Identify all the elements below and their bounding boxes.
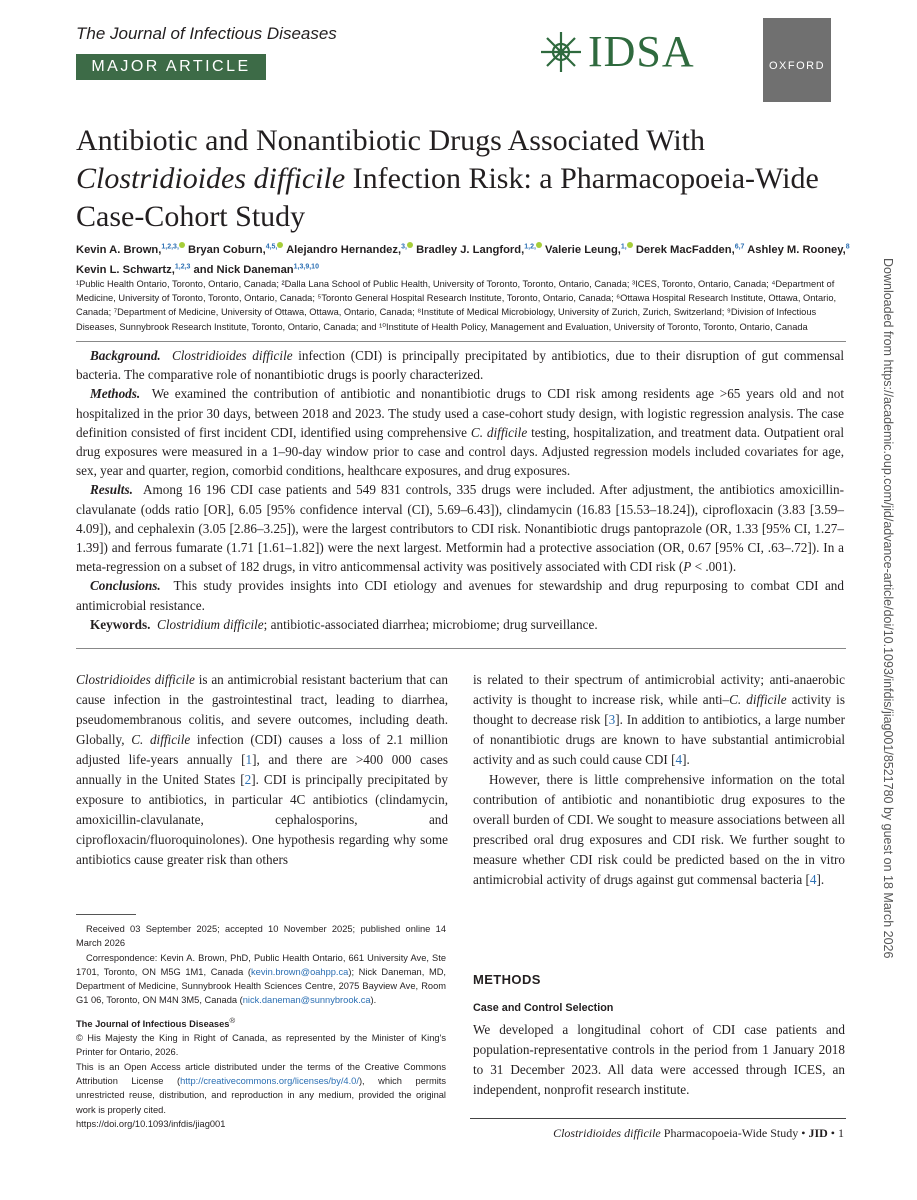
abstract-results: Results. Among 16 196 CDI case patients and 549 831 controls, 335 drugs were included. After adjustment, the antibiotics amoxicillin-clavulanate (odds ratio [OR], 6.05 [95% confidence interval (CI), 5.69–6.43]), clindamycin (16.83 [15.53–18.24]), ciprofloxacin (3.83 [3.59–4.09]), and cephalexin (3.05 [2.86–3.25]), were the largest contributors to CDI risk. Nonantibiotic drugs pantoprazole (OR, 1.33 [95% CI, 1.27–1.39]) and ferrous fumarate (1.71 [1.61–1.82]) were the next largest. Metformin had a protective association (OR, 0.67 [95% CI, .63–.72]). In a meta-regression on a subset of 182 drugs, in vitro anticommensal activity was positively associated with CDI risk (P < .001).	[76, 482, 844, 575]
journal-name: The Journal of Infectious Diseases	[76, 24, 337, 43]
keywords: Keywords. Clostridium difficile; antibiotic-associated diarrhea; microbiome; drug surveillance.	[90, 616, 598, 632]
author: and Nick Daneman$^{1,3,9,10}$	[193, 263, 319, 277]
subsection-heading: Case and Control Selection	[473, 1002, 614, 1014]
citation-link[interactable]: 4	[675, 752, 683, 767]
journal-abbrev: JID	[808, 1126, 828, 1140]
download-watermark: Downloaded from https://academic.oup.com/jid/advance-article/doi/10.1093/infdis/jiag001/8521780 by guest on 18 March 2026	[881, 258, 895, 959]
author: Bryan Coburn,$^{4,5,}$	[188, 244, 283, 256]
copyright: © His Majesty the King in Right of Canada, as represented by the Minister of King's Printer for Ontario, 2026.	[76, 1033, 446, 1058]
received-dates: Received 03 September 2025; accepted 10 November 2025; published online 14 March 2026	[76, 924, 446, 949]
title-line-2: Infection Risk: a Pharmacopoeia-Wide	[345, 162, 819, 195]
license-link[interactable]: http://creativecommons.org/licenses/by/4.0/	[180, 1076, 359, 1087]
citation-link[interactable]: 3	[608, 712, 616, 727]
author: Kevin A. Brown,$^{1,2,3,}$	[76, 244, 185, 256]
orcid-icon[interactable]	[277, 242, 283, 248]
article-title	[76, 122, 866, 236]
abstract-conclusions: Conclusions. This study provides insights into CDI etiology and avenues for stewardship and drug repurposing to combat CDI and antimicrobial resistance.	[76, 578, 844, 613]
abstract-top-rule	[76, 341, 846, 342]
title-organism: Clostridioides difficile	[76, 162, 346, 195]
author: Kevin L. Schwartz,$^{1,2,3}$	[76, 263, 191, 277]
email-link[interactable]: kevin.brown@oahpp.ca	[251, 966, 349, 977]
body-column-right	[473, 670, 845, 890]
footnotes	[76, 922, 446, 1131]
author: Ashley M. Rooney,$^8$	[747, 243, 850, 256]
idsa-logo-text: IDSA	[588, 27, 695, 76]
intro-paragraph-2: However, there is little comprehensive information on the total contribution of antibiotic and nonantibiotic drug exposures to the overall burden of CDI. We sought to measure associations between all prescribed oral drug exposures and CDI risk. We further sought to measure whether CDI risk could be predicted based on the in vitro antimicrobial activity of drugs against gut commensal bacteria [4].	[473, 772, 845, 887]
affiliations: ¹Public Health Ontario, Toronto, Ontario, Canada; ²Dalla Lana School of Public Health, University of Toronto, Toronto, Ontario, Canada; ³ICES, Toronto, Ontario, Canada; ⁴Department of Medicine, University of Toronto, Toronto, Ontario, Canada; ⁵Toronto General Hospital Research Institute, Toronto, Ontario, Canada; ⁶Ottawa Hospital Research Institute, Ottawa, Ontario, Canada; ⁷Department of Medicine, University of Ottawa, Ottawa, Ontario, Canada; ⁸Institute of Medical Microbiology, University of Zurich, Zurich, Switzerland; ⁹Division of Infectious Diseases, Sunnybrook Research Institute, Toronto, Ontario, Canada; and ¹⁰Institute of Health Policy, Management and Evaluation, University of Toronto, Toronto, Ontario, Canada	[76, 279, 837, 332]
license: This is an Open Access article distributed under the terms of the Creative Commons Attribution License (http://creativecommons.org/licenses/by/4.0/), which permits unrestricted reuse, distribution, and reproduction in any medium, provided the original work is properly cited.	[76, 1061, 446, 1115]
intro-paragraph-1: Clostridioides difficile is an antimicrobial resistant bacterium that can cause infection in the gastrointestinal tract, leading to diarrhea, pseudomembranous colitis, and severe outcomes, including death. Globally, C. difficile infection (CDI) causes a loss of 2.1 million adjusted life-years annually [1], and there are >400 000 cases annually in the United States [2]. CDI is principally precipitated by exposure to antibiotics, in particular 4C antibiotics (clindamycin, amoxicillin-clavulanate, cephalosporins, and ciprofloxacin/fluoroquinolones). One hypothesis regarding why some antibiotics cause greater risk than others	[76, 672, 448, 867]
abstract-background: Background. Clostridioides difficile infection (CDI) is principally precipitated by antibiotics, due to their disruption of gut commensal bacteria. The comparative role of nonantibiotic drugs is poorly characterized.	[76, 348, 844, 383]
citation-link[interactable]: 1	[245, 752, 253, 767]
author: Bradley J. Langford,$^{1,2,}$	[416, 244, 542, 256]
methods-paragraph: We developed a longitudinal cohort of CDI case patients and population-representative controls in the period from 1 January 2018 to 31 December 2023. All data were accessed through ICES, an independent, nonprofit research institute.	[473, 1022, 845, 1097]
abstract-methods: Methods. We examined the contribution of antibiotic and nonantibiotic drugs to CDI risk among residents age >65 years old and not hospitalized in the prior 30 days, between 2018 and 2023. The study used a case-cohort study design, with logistic regression analysis. The case definition consisted of first incident CDI, identified using comprehensive C. difficile testing, hospitalization, and treatment data. Outpatient oral drug exposures were measured in a 1–90-day window prior to case and control days. Adjusted regression models included covariates for age, sex, year and quarter, region, comorbid conditions, healthcare exposures, and drug exposures.	[76, 386, 845, 479]
footer-rule	[470, 1118, 846, 1119]
body-column-left	[76, 670, 448, 870]
oxford-logo: OXFORD	[763, 18, 831, 102]
citation-link[interactable]: 2	[244, 772, 252, 787]
title-line-1: Antibiotic and Nonantibiotic Drugs Associated With	[76, 124, 705, 157]
author: Valerie Leung,$^{1,}$	[545, 244, 633, 256]
author-list	[76, 238, 856, 279]
orcid-icon[interactable]	[536, 242, 542, 248]
title-line-3: Case-Cohort Study	[76, 200, 306, 233]
intro-paragraph-1-cont: is related to their spectrum of antimicrobial activity; anti-anaerobic activity is thought to increase risk, while anti–C. difficile activity is thought to decrease risk [3]. In addition to antibiotics, a large number of nonantibiotic drugs are known to have substantial antimicrobial activity and as such could cause CDI [4].	[473, 672, 845, 767]
orcid-icon[interactable]	[627, 242, 633, 248]
journal-copyright-title: The Journal of Infectious Diseases®	[76, 1015, 236, 1029]
citation-link[interactable]: 4	[809, 872, 817, 887]
page-number: 1	[838, 1126, 844, 1140]
doi[interactable]: https://doi.org/10.1093/infdis/jiag001	[76, 1118, 226, 1129]
author: Alejandro Hernandez,$^{3,}$	[286, 244, 413, 256]
abstract-bottom-rule	[76, 648, 846, 649]
abstract	[76, 346, 844, 634]
orcid-icon[interactable]	[179, 242, 185, 248]
running-footer: Clostridioides difficile Pharmacopoeia-Wide Study • JID • 1	[553, 1126, 844, 1140]
idsa-logo	[540, 26, 695, 77]
section-heading-methods: METHODS	[473, 972, 541, 987]
footnote-rule	[76, 914, 136, 915]
email-link[interactable]: nick.daneman@sunnybrook.ca	[242, 995, 371, 1006]
article-type-banner: MAJOR ARTICLE	[76, 54, 266, 80]
idsa-emblem-icon	[540, 31, 582, 73]
orcid-icon[interactable]	[407, 242, 413, 248]
author: Derek MacFadden,$^{6,7}$	[635, 243, 745, 256]
correspondence: Correspondence: Kevin A. Brown, PhD, Public Health Ontario, 661 University Ave, Ste 1701, Toronto, ON M5G 1M1, Canada (kevin.brown@oahpp.ca); Nick Daneman, MD, Department of Medicine, Sunnybrook Health Sciences Centre, 2075 Bayview Ave, Room G1 06, Toronto, ON M4N 3M5, Canada (nick.daneman@sunnybrook.ca).	[76, 952, 446, 1006]
